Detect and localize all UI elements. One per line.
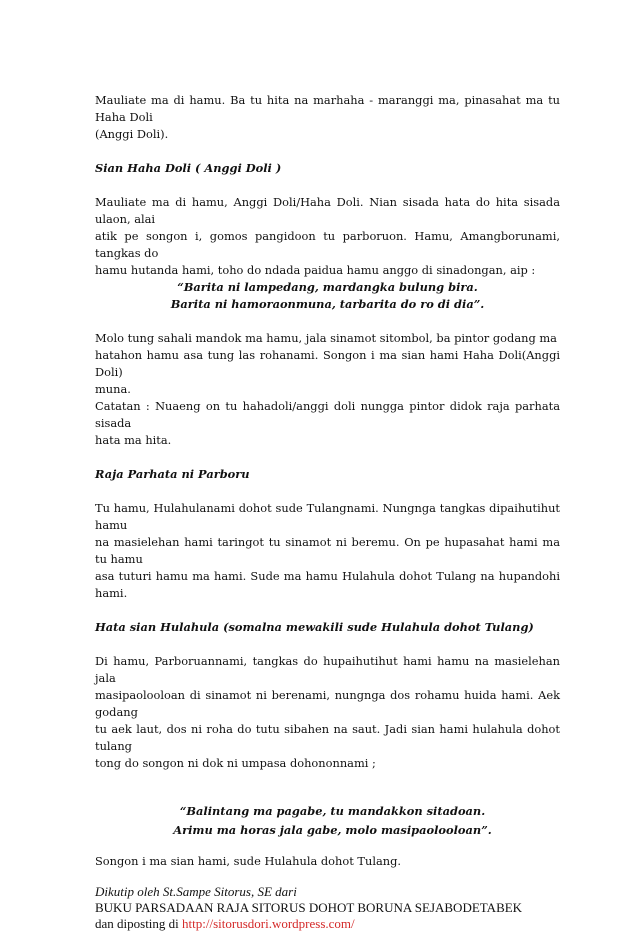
text-line: hatahon hamu asa tung las rohanami. Songon i ma sian hami Haha Doli(Anggi Doli) bbox=[95, 348, 560, 379]
text-line: Mauliate ma di hamu, Anggi Doli/Haha Doli. Nian sisada hata do hita sisada ulaon, alai bbox=[95, 195, 560, 226]
section-heading-haha-doli: Sian Haha Doli ( Anggi Doli ) bbox=[95, 161, 282, 175]
text-line: atik pe songon i, gomos pangidoon tu parboruon. Hamu, Amangborunami, tangkas do bbox=[95, 229, 560, 260]
quote-balintang bbox=[95, 802, 560, 840]
heading-main: Hata sian Hulahula bbox=[95, 620, 220, 634]
paragraph-hulahula bbox=[95, 653, 560, 772]
text-line: tong do songon ni dok ni umpasa dohononnami ; bbox=[95, 756, 376, 770]
text-line: Tu hamu, Hulahulanami dohot sude Tulangnami. Nungnga tangkas dipaihutihut hamu bbox=[95, 501, 560, 532]
quote-line: Barita ni hamoraonmuna, tarbarita do ro di dia”. bbox=[170, 297, 485, 311]
quote-line: “Barita ni lampedang, mardangka bulung bira. bbox=[177, 280, 478, 294]
credit-author: Dikutip oleh St.Sampe Sitorus, SE dari bbox=[95, 884, 297, 899]
quote-barita bbox=[95, 279, 560, 313]
section-heading-raja-parhata: Raja Parhata ni Parboru bbox=[95, 467, 250, 481]
document-page bbox=[95, 92, 560, 932]
paragraph-raja-parhata bbox=[95, 500, 560, 602]
paragraph-haha-doli bbox=[95, 194, 560, 279]
source-link[interactable]: http://sitorusdori.wordpress.com/ bbox=[182, 916, 355, 931]
credit-posted bbox=[95, 916, 560, 932]
text-line: na masielehan hami taringot tu sinamot ni beremu. On pe hupasahat hami ma tu hamu bbox=[95, 535, 560, 566]
credit-book: BUKU PARSADAAN RAJA SITORUS DOHOT BORUNA SEJABODETABEK bbox=[95, 900, 523, 915]
quote-line: Arimu ma horas jala gabe, molo masipaolooloan”. bbox=[173, 823, 492, 837]
text-line: Molo tung sahali mandok ma hamu, jala sinamot sitombol, ba pintor godang ma bbox=[95, 331, 557, 345]
text-line: tu aek laut, dos ni roha do tutu sibahen na saut. Jadi sian hami hulahula dohot tulang bbox=[95, 722, 560, 753]
text-line: Catatan : Nuaeng on tu hahadoli/anggi doli nungga pintor didok raja parhata sisada bbox=[95, 399, 560, 430]
credit-posted-prefix: dan diposting di bbox=[95, 916, 183, 931]
text-line: hata ma hita. bbox=[95, 433, 172, 447]
credit-block bbox=[95, 884, 560, 932]
paragraph-molo-tung bbox=[95, 330, 560, 449]
section-heading-hulahula bbox=[95, 619, 560, 636]
quote-line: “Balintang ma pagabe, tu mandakkon sitadoan. bbox=[179, 804, 486, 818]
text-line: asa tuturi hamu ma hami. Sude ma hamu Hulahula dohot Tulang na hupandohi hami. bbox=[95, 569, 560, 600]
paragraph-intro bbox=[95, 92, 560, 143]
text-line: masipaolooloan di sinamot ni berenami, nungnga dos rohamu huida hami. Aek godang bbox=[95, 688, 560, 719]
text-line: (Anggi Doli). bbox=[95, 127, 169, 141]
heading-parenthetical: (somalna mewakili sude Hulahula dohot Tulang) bbox=[219, 620, 534, 634]
text-line: Mauliate ma di hamu. Ba tu hita na marhaha - maranggi ma, pinasahat ma tu Haha Doli bbox=[95, 93, 560, 124]
closing-line: Songon i ma sian hami, sude Hulahula dohot Tulang. bbox=[95, 854, 402, 868]
text-line: hamu hutanda hami, toho do ndada paidua hamu anggo di sinadongan, aip : bbox=[95, 263, 536, 277]
text-line: muna. bbox=[95, 382, 131, 396]
text-line: Di hamu, Parboruannami, tangkas do hupaihutihut hami hamu na masielehan jala bbox=[95, 654, 560, 685]
